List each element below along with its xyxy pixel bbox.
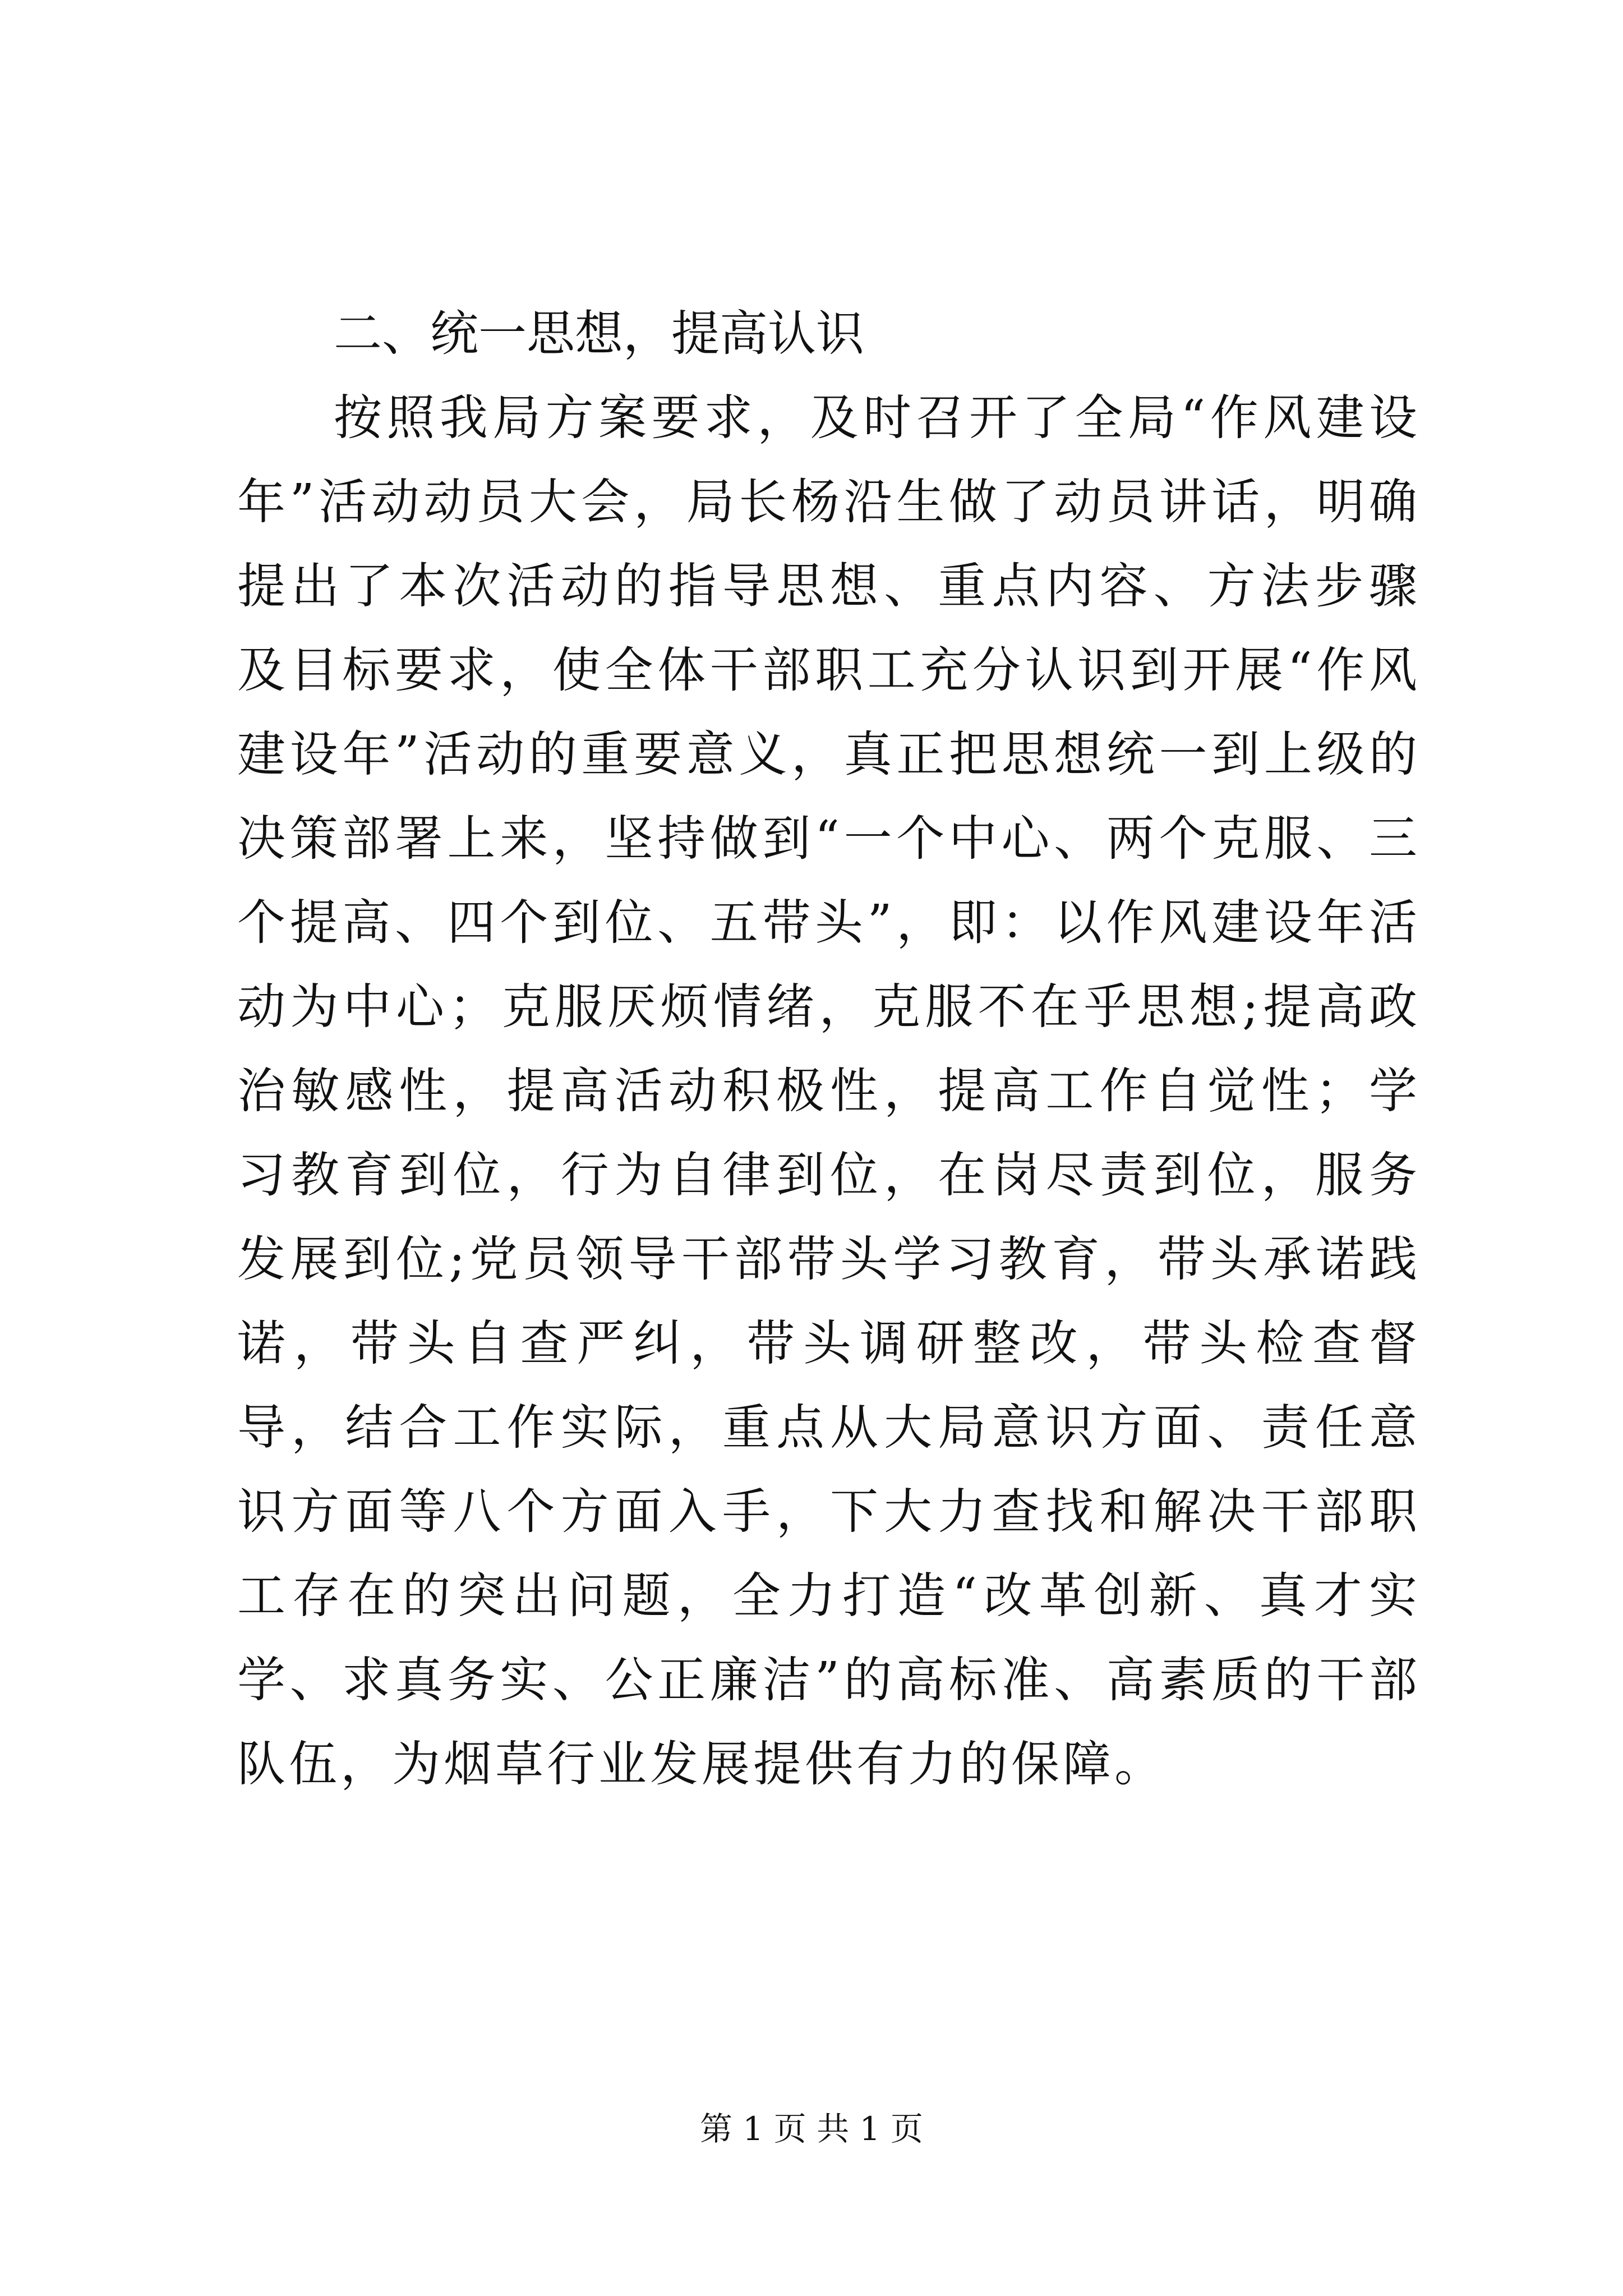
document-body bbox=[237, 292, 1421, 1806]
page-number-footer: 第 1 页 共 1 页 bbox=[700, 2110, 923, 2148]
section-heading: 二、统一思想，提高认识 bbox=[334, 306, 864, 362]
body-paragraph: 按照我局方案要求，及时召开了全局“作风建设年”活动动员大会，局长杨沿生做了动员讲话，明确提出了本次活动的指导思想、重点内容、方法步骤及目标要求，使全体干部职工充分认识到开展“作风建设年”活动的重要意义，真正把思想统一到上级的决策部署上来，坚持做到“一个中心、两个克服、三个提高、四个到位、五带头”，即：以作风建设年活动为中心；克服厌烦情绪，克服不在乎思想;提高政治敏感性，提高活动积极性，提高工作自觉性；学习教育到位，行为自律到位，在岗尽责到位，服务发展到位;党员领导干部带头学习教育，带头承诺践诺，带头自查严纠，带头调研整改，带头检查督导，结合工作实际，重点从大局意识方面、责任意识方面等八个方面入手，下大力查找和解决干部职工存在的突出问题，全力打造“改革创新、真才实学、求真务实、公正廉洁”的高标准、高素质的干部队伍，为烟草行业发展提供有力的保障。 bbox=[237, 390, 1421, 1792]
